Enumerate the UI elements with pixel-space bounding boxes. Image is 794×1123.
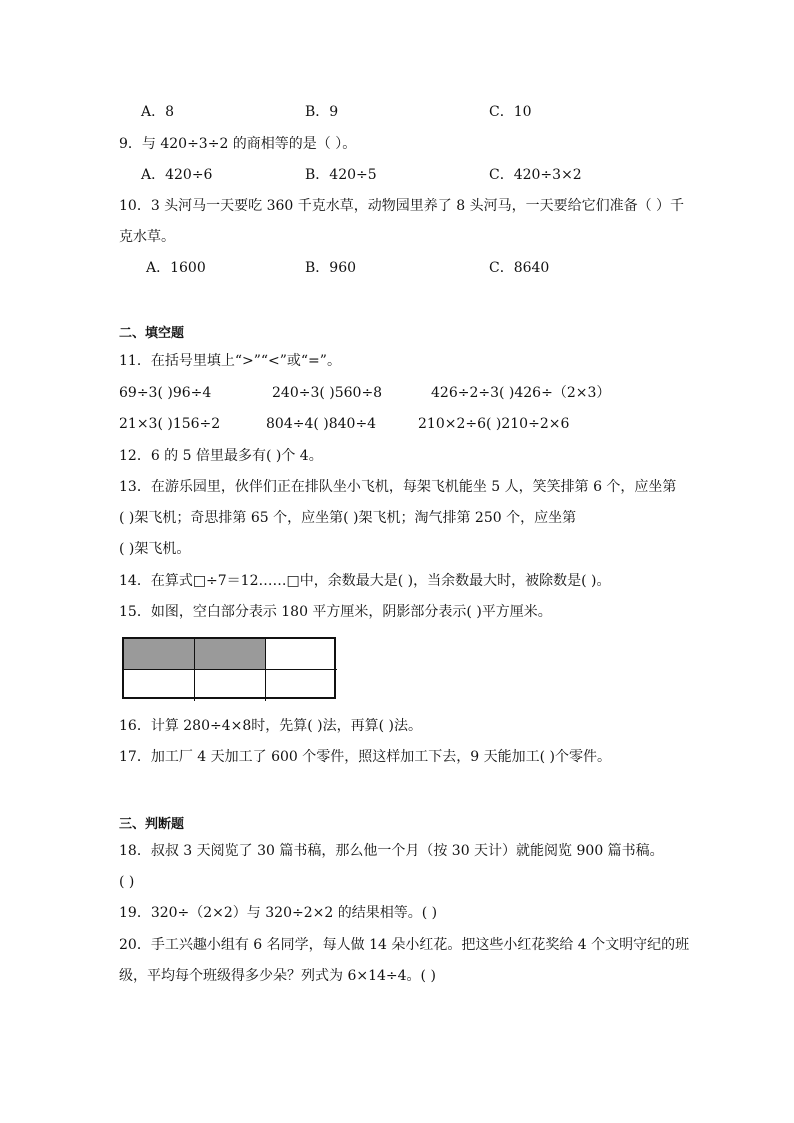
q20-line1: 20．手工兴趣小组有 6 名同学，每人做 14 朵小红花。把这些小红花奖给 4 个文明守纪的班 — [119, 937, 690, 953]
q19-stem: 19．320÷（2×2）与 320÷2×2 的结果相等。( ) — [119, 905, 438, 921]
q9-option-b: B．420÷5 — [305, 167, 377, 183]
q8-option-a: A．8 — [141, 104, 175, 120]
q11-row2-item1: 21×3( )156÷2 — [119, 416, 221, 432]
q15-blank-cell — [266, 639, 337, 670]
q15-blank-cell — [195, 670, 266, 701]
q15-blank-cell — [124, 670, 195, 701]
q17-stem: 17．加工厂 4 天加工了 600 个零件，照这样加工下去，9 天能加工( )个零件。 — [119, 749, 611, 765]
q8-option-b: B．9 — [305, 104, 339, 120]
q10-stem-line1: 10．3 头河马一天要吃 360 千克水草，动物园里养了 8 头河马，一天要给它们准备（ ）千 — [119, 198, 685, 214]
q9-option-a: A．420÷6 — [141, 167, 213, 183]
q20-line2: 级，平均每个班级得多少朵？列式为 6×14÷4。( ) — [119, 968, 436, 984]
q15-shaded-cell — [195, 639, 266, 670]
q15-area-figure — [122, 637, 336, 699]
section-title-true-false: 三、判断题 — [119, 817, 185, 832]
q15-shaded-cell — [124, 639, 195, 670]
q10-option-a: A．1600 — [146, 260, 206, 276]
q11-row1-item2: 240÷3( )560÷8 — [272, 385, 383, 401]
q10-option-c: C．8640 — [489, 260, 550, 276]
q15-blank-cell — [266, 670, 337, 701]
q9-stem: 9．与 420÷3÷2 的商相等的是（ ）。 — [119, 136, 357, 152]
q18-line2: ( ) — [119, 874, 135, 890]
section-title-fill-in: 二、填空题 — [119, 326, 185, 341]
q18-line1: 18．叔叔 3 天阅览了 30 篇书稿，那么他一个月（按 30 天计）就能阅览 900 篇书稿。 — [119, 843, 664, 859]
q11-stem: 11．在括号里填上“>”“<”或“=”。 — [119, 353, 341, 369]
q14-stem: 14．在算式□÷7＝12……□中，余数最大是( )，当余数最大时，被除数是( )。 — [119, 573, 611, 589]
q12-stem: 12．6 的 5 倍里最多有( )个 4。 — [119, 448, 323, 464]
q15-stem: 15．如图，空白部分表示 180 平方厘米，阴影部分表示( )平方厘米。 — [119, 604, 552, 620]
q13-line1: 13．在游乐园里，伙伴们正在排队坐小飞机，每架飞机能坐 5 人，笑笑排第 6 个，应坐第 — [119, 479, 677, 495]
q9-option-c: C．420÷3×2 — [489, 167, 582, 183]
q8-option-c: C．10 — [489, 104, 532, 120]
q10-option-b: B．960 — [305, 260, 357, 276]
q11-row2-item3: 210×2÷6( )210÷2×6 — [418, 416, 570, 432]
q16-stem: 16．计算 280÷4×8时，先算( )法，再算( )法。 — [119, 718, 423, 734]
q11-row1-item3: 426÷2÷3( )426÷（2×3） — [431, 385, 611, 401]
q13-line3: ( )架飞机。 — [119, 541, 191, 557]
q10-stem-line2: 克水草。 — [119, 229, 175, 245]
q11-row2-item2: 804÷4( )840÷4 — [266, 416, 377, 432]
q13-line2: ( )架飞机；奇思排第 65 个，应坐第( )架飞机；淘气排第 250 个，应坐第 — [119, 510, 577, 526]
q11-row1-item1: 69÷3( )96÷4 — [119, 385, 212, 401]
